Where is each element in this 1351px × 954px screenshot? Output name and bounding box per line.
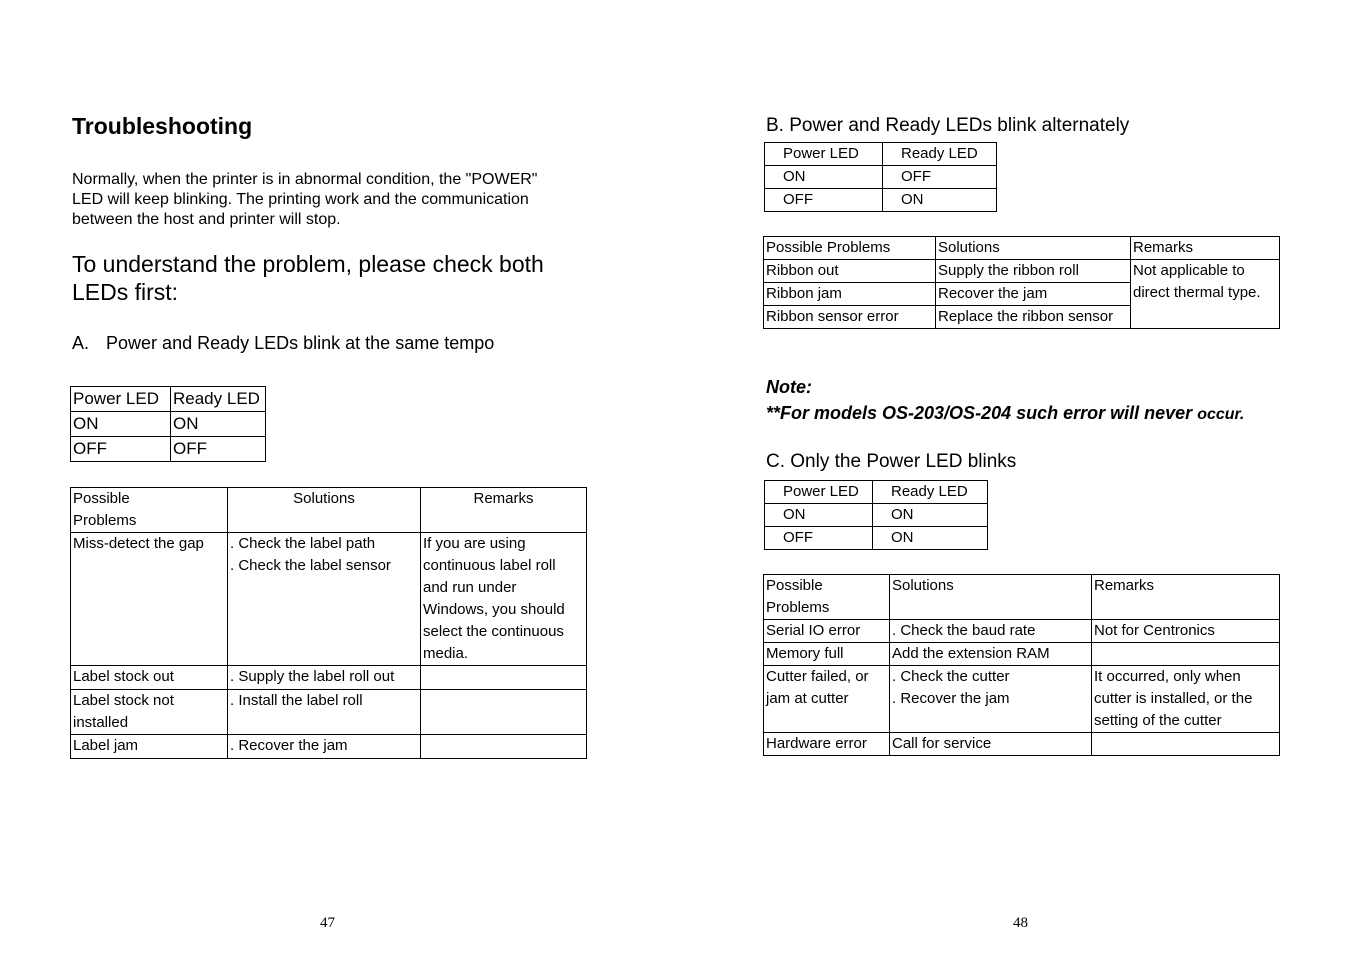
table-row [765, 527, 988, 550]
table-cell: OFF [171, 437, 266, 462]
table-cell: Hardware error [764, 733, 890, 756]
table-row [765, 189, 997, 212]
led-table-a [70, 386, 266, 462]
table-header-cell: Remarks [1131, 237, 1280, 260]
section-b-heading: B. Power and Ready LEDs blink alternately [766, 115, 1130, 136]
table-cell: Supply the ribbon roll [936, 260, 1131, 283]
table-cell: Label stock out [71, 666, 228, 690]
table-cell: It occurred, only when cutter is installed, or the setting of the cutter [1092, 666, 1280, 733]
table-cell: Ribbon sensor error [764, 306, 936, 329]
page-number-left: 47 [320, 915, 335, 931]
table-cell: . Check the baud rate [890, 620, 1092, 643]
table-header-row [764, 237, 1280, 260]
table-row [765, 504, 988, 527]
table-cell: OFF [765, 527, 873, 550]
section-a-heading [72, 333, 494, 354]
table-cell: . Check the label path . Check the label sensor [228, 533, 421, 666]
section-a-marker: A. [72, 333, 90, 353]
table-cell: Memory full [764, 643, 890, 666]
table-cell: Recover the jam [936, 283, 1131, 306]
table-header-cell: Possible Problems [764, 575, 890, 620]
table-cell: Power LED [765, 481, 873, 504]
table-row [71, 533, 587, 666]
table-cell: OFF [71, 437, 171, 462]
note-text [766, 403, 1244, 424]
table-row [71, 437, 266, 462]
intro-line: LED will keep blinking. The printing work and the communication [72, 191, 529, 208]
table-cell: ON [765, 504, 873, 527]
table-header-row [764, 575, 1280, 620]
led-table-c [764, 480, 988, 550]
table-header-cell: Solutions [228, 488, 421, 533]
table-cell: ON [883, 189, 997, 212]
intro-line: between the host and printer will stop. [72, 211, 341, 228]
table-cell: . Recover the jam [228, 735, 421, 759]
problem-table-c [763, 574, 1280, 756]
table-cell: If you are using continuous label roll and run under Windows, you should select the continuous media. [421, 533, 587, 666]
table-cell [1092, 733, 1280, 756]
page-title: Troubleshooting [72, 113, 253, 139]
table-cell: Add the extension RAM [890, 643, 1092, 666]
table-header-cell: Solutions [890, 575, 1092, 620]
table-cell: ON [71, 412, 171, 437]
led-table-b [764, 142, 997, 212]
table-row [764, 643, 1280, 666]
problem-table-b [763, 236, 1280, 329]
table-cell: ON [765, 166, 883, 189]
table-cell: Miss-detect the gap [71, 533, 228, 666]
table-header-row [71, 488, 587, 533]
page-number-right: 48 [1013, 915, 1028, 931]
table-cell: Cutter failed, or jam at cutter [764, 666, 890, 733]
table-cell [1092, 643, 1280, 666]
table-cell: Label jam [71, 735, 228, 759]
table-row [764, 733, 1280, 756]
table-header-cell: Possible Problems [71, 488, 228, 533]
table-cell: Replace the ribbon sensor [936, 306, 1131, 329]
table-cell: Ready LED [171, 387, 266, 412]
table-cell [421, 690, 587, 735]
understand-line: To understand the problem, please check both [72, 251, 544, 277]
intro-paragraph [72, 170, 612, 230]
table-cell: ON [171, 412, 266, 437]
table-cell: Serial IO error [764, 620, 890, 643]
table-cell: Ribbon out [764, 260, 936, 283]
table-cell: . Supply the label roll out [228, 666, 421, 690]
note-text-main: **For models OS-203/OS-204 such error will never [766, 403, 1193, 423]
table-cell: Call for service [890, 733, 1092, 756]
note-label: Note: [766, 377, 812, 397]
table-cell: Ready LED [883, 143, 997, 166]
table-row [765, 143, 997, 166]
table-row [71, 735, 587, 759]
table-row [71, 666, 587, 690]
table-cell: Ready LED [873, 481, 988, 504]
table-cell: Power LED [765, 143, 883, 166]
table-row [71, 387, 266, 412]
understand-heading [72, 250, 544, 306]
table-cell: Ribbon jam [764, 283, 936, 306]
problem-table-a [70, 487, 587, 759]
table-cell [421, 666, 587, 690]
intro-line: Normally, when the printer is in abnormal condition, the "POWER" [72, 171, 538, 188]
table-cell: Not for Centronics [1092, 620, 1280, 643]
section-c-heading: C. Only the Power LED blinks [766, 451, 1017, 472]
note-text-end: occur. [1197, 406, 1245, 423]
table-row [71, 690, 587, 735]
section-a-title: Power and Ready LEDs blink at the same tempo [106, 333, 495, 353]
table-row [765, 166, 997, 189]
table-header-cell: Possible Problems [764, 237, 936, 260]
table-header-cell: Remarks [1092, 575, 1280, 620]
table-row [764, 666, 1280, 733]
understand-line: LEDs first: [72, 279, 179, 305]
table-header-cell: Solutions [936, 237, 1131, 260]
table-header-cell: Remarks [421, 488, 587, 533]
table-row [764, 260, 1280, 283]
table-cell: OFF [883, 166, 997, 189]
table-cell: Power LED [71, 387, 171, 412]
table-cell [421, 735, 587, 759]
table-cell: ON [873, 504, 988, 527]
table-cell: ON [873, 527, 988, 550]
table-row [765, 481, 988, 504]
table-cell: . Check the cutter . Recover the jam [890, 666, 1092, 733]
table-cell: . Install the label roll [228, 690, 421, 735]
table-row [764, 620, 1280, 643]
table-row [71, 412, 266, 437]
table-cell: Not applicable to direct thermal type. [1131, 260, 1280, 329]
table-cell: Label stock not installed [71, 690, 228, 735]
table-cell: OFF [765, 189, 883, 212]
